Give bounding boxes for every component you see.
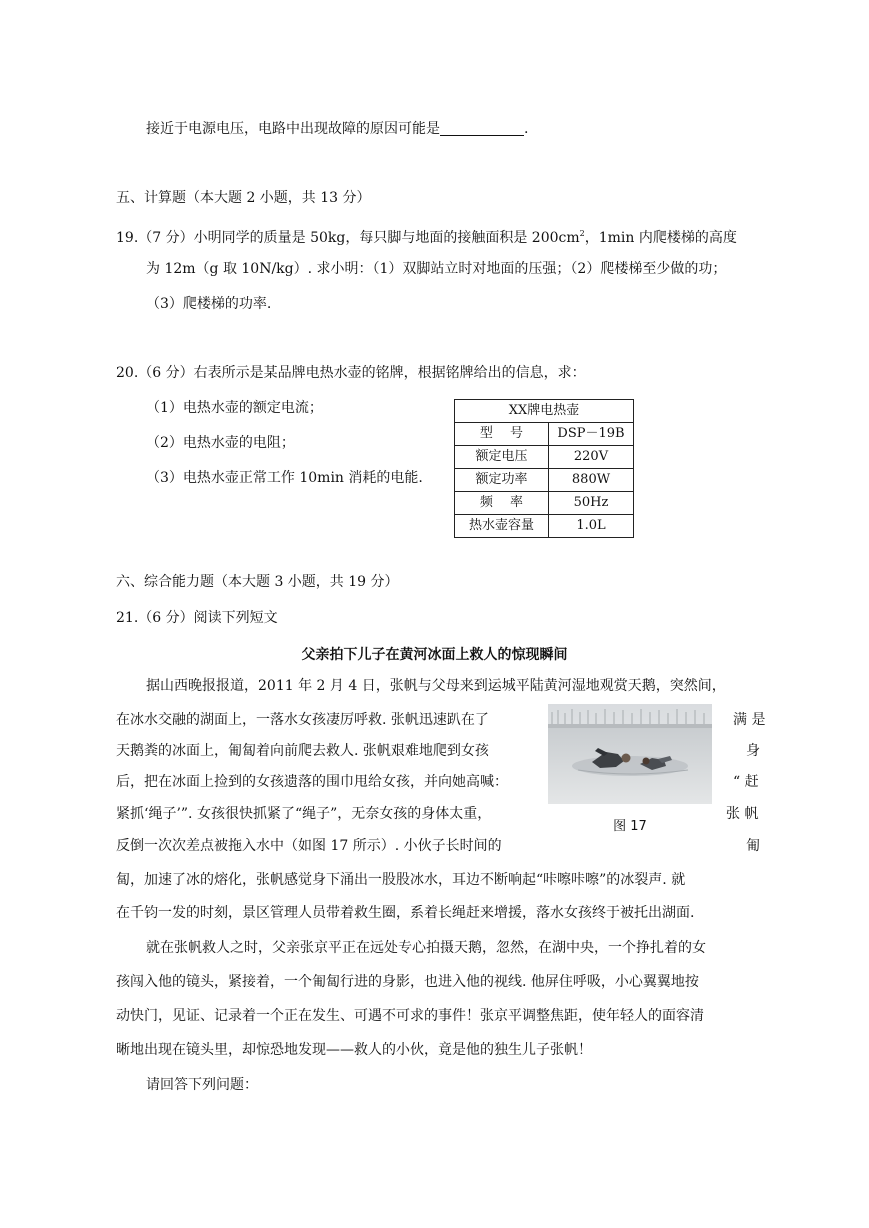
article-p1-line-3: 天鹅粪的冰面上，匍匐着向前爬去救人. 张帆艰难地爬到女孩	[116, 743, 489, 759]
article-p1-line-4-right: “ 赶	[733, 774, 759, 790]
article-p1-line-1: 据山西晚报报道，2011 年 2 月 4 日，张帆与父母来到运城平陆黄河湿地观赏天鹅，突然间，	[146, 678, 726, 694]
table-key: 型 号	[455, 423, 549, 446]
article-p1-line-5: 紧抓‘绳子’”. 女孩很快抓紧了“绳子”，无奈女孩的身体太重，	[116, 806, 492, 822]
text-fragment: ，1min 内爬楼梯的高度	[584, 230, 737, 246]
table-header: XX牌电热壶	[455, 400, 634, 423]
table-key: 热水壶容量	[455, 515, 549, 538]
question-20-part-2: （2）电热水壶的电阻；	[146, 435, 295, 451]
question-19-line-2: 为 12m（g 取 10N/kg）. 求小明：（1）双脚站立时对地面的压强；（2）爬楼梯至少做的功；	[146, 261, 727, 277]
article-p1-line-6: 反倒一次次差点被拖入水中（如图 17 所示）. 小伙子长时间的	[116, 838, 502, 854]
article-p1-line-3-right: 身	[746, 743, 760, 759]
article-p2-line-1: 就在张帆救人之时，父亲张京平正在远处专心拍摄天鹅，忽然，在湖中央，一个挣扎着的女	[146, 940, 706, 956]
article-p2-line-4: 晰地出现在镜头里，却惊恐地发现——救人的小伙，竟是他的独生儿子张帆！	[116, 1042, 592, 1058]
table-row	[455, 446, 634, 469]
question-18-tail	[146, 119, 528, 139]
table-header-row	[455, 400, 634, 423]
article-p1-line-8: 在千钧一发的时刻，景区管理人员带着救生圈，系着长绳赶来增援，落水女孩终于被托出湖面.	[116, 905, 695, 921]
table-row	[455, 469, 634, 492]
table-key: 额定功率	[455, 469, 549, 492]
article-p1-line-2: 在冰水交融的湖面上，一落水女孩凄厉呼救. 张帆迅速趴在了	[116, 712, 489, 728]
article-p2-line-2: 孩闯入他的镜头，紧接着，一个匍匐行进的身影，也进入他的视线. 他屏住呼吸，小心翼翼地按	[116, 974, 699, 990]
table-row	[455, 423, 634, 446]
article-p1-line-4: 后，把在冰面上捡到的女孩遗落的围巾甩给女孩，并向她高喊：	[116, 774, 508, 790]
section-5-heading: 五、计算题（本大题 2 小题，共 13 分）	[116, 190, 371, 206]
article-p2-line-3: 动快门，见证、记录着一个正在发生、可遇不可求的事件！张京平调整焦距，使年轻人的面容清	[116, 1008, 704, 1024]
table-key: 额定电压	[455, 446, 549, 469]
article-title: 父亲拍下儿子在黄河冰面上救人的惊现瞬间	[301, 647, 568, 663]
table-value: 880W	[549, 469, 634, 492]
question-21-stem: 21.（6 分）阅读下列短文	[116, 610, 278, 626]
article-p1-line-7: 匐，加速了冰的熔化，张帆感觉身下涌出一股股冰水，耳边不断响起“咔嚓咔嚓”的冰裂声. 就	[116, 872, 686, 888]
figure-caption: 图 17	[613, 819, 647, 834]
article-p1-line-5-right: 张 帆	[726, 806, 759, 822]
table-key: 频 率	[455, 492, 549, 515]
question-20-stem: 20.（6 分）右表所示是某品牌电热水壶的铭牌，根据铭牌给出的信息，求：	[116, 365, 586, 381]
question-19-line-1	[116, 224, 737, 248]
table-value: 1.0L	[549, 515, 634, 538]
article-p1-line-2-right: 满 是	[733, 712, 766, 728]
question-20-part-1: （1）电热水壶的额定电流；	[146, 400, 323, 416]
questions-prompt: 请回答下列问题：	[146, 1077, 258, 1093]
table-row	[455, 515, 634, 538]
rescue-photo-icon	[548, 704, 712, 804]
table-row	[455, 492, 634, 515]
answer-blank[interactable]	[440, 121, 524, 136]
question-20-part-3: （3）电热水壶正常工作 10min 消耗的电能.	[146, 470, 423, 486]
table-value: 220V	[549, 446, 634, 469]
text-fragment: 19.（7 分）小明同学的质量是 50kg，每只脚与地面的接触面积是 200cm	[116, 230, 580, 246]
table-value: 50Hz	[549, 492, 634, 515]
section-6-heading: 六、综合能力题（本大题 3 小题，共 19 分）	[116, 574, 399, 590]
text-fragment: 接近于电源电压，电路中出现故障的原因可能是	[146, 121, 440, 137]
kettle-nameplate-table	[454, 399, 634, 538]
text-fragment: .	[524, 121, 529, 137]
article-p1-line-6-right: 匍	[746, 838, 760, 854]
question-19-line-3: （3）爬楼梯的功率.	[146, 296, 272, 312]
superscript: 2	[579, 229, 585, 238]
table-value: DSP－19B	[549, 423, 634, 446]
